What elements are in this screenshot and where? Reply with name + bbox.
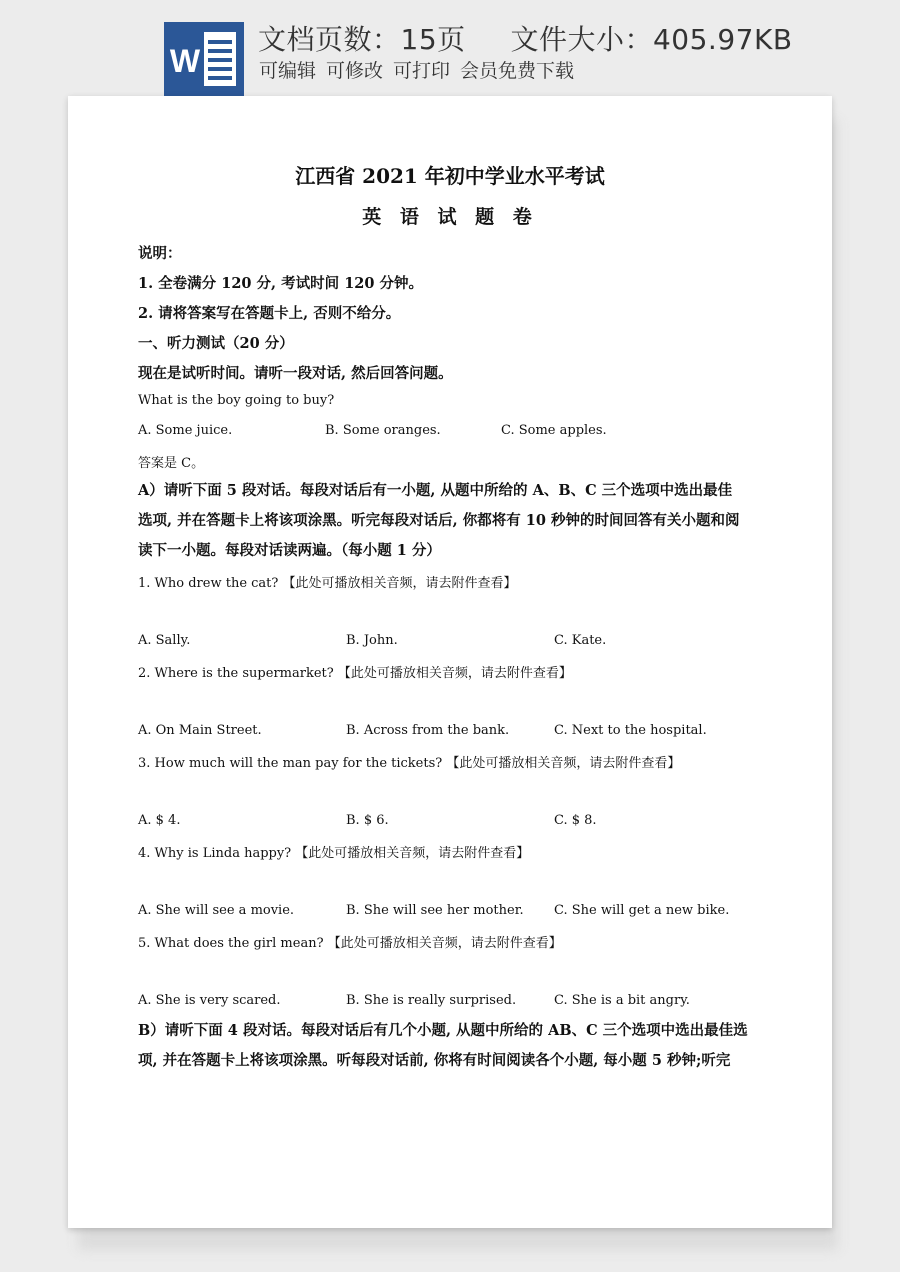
instruction-1: 1. 全卷满分 120 分, 考试时间 120 分钟。 (138, 275, 424, 292)
audio-note: 【此处可播放相关音频，请去附件查看】 (282, 576, 517, 591)
q1-option-b: B. John. (346, 633, 398, 648)
trial-option-b: B. Some oranges. (325, 423, 441, 438)
audio-note: 【此处可播放相关音频，请去附件查看】 (337, 666, 572, 681)
document-page (68, 96, 832, 1228)
part-b-line-2: 项, 并在答题卡上将该项涂黑。听每段对话前, 你将有时间阅读各个小题, 每小题 5 秒钟;听完 (138, 1052, 731, 1069)
question-text: 2. Where is the supermarket? (138, 666, 334, 681)
instruction-2: 2. 请将答案写在答题卡上, 否则不给分。 (138, 305, 401, 322)
exam-title: 江西省 2021 年初中学业水平考试 (295, 164, 605, 188)
trial-answer: 答案是 C。 (138, 456, 205, 471)
audio-note: 【此处可播放相关音频，请去附件查看】 (295, 846, 530, 861)
q3-option-b: B. $ 6. (346, 813, 389, 828)
exam-subtitle: 英 语 试 题 卷 (362, 206, 538, 228)
svg-text:W: W (169, 43, 201, 79)
feature-list (259, 56, 584, 83)
q4-option-c: C. She will get a new bike. (554, 903, 730, 918)
q5-option-c: C. She is a bit angry. (554, 993, 690, 1008)
trial-option-c: C. Some apples. (501, 423, 607, 438)
q2-option-a: A. On Main Street. (138, 723, 262, 738)
question-text: 3. How much will the man pay for the tickets? (138, 756, 443, 771)
feature-modifiable: 可修改 (326, 60, 384, 82)
q1-option-c: C. Kate. (554, 633, 607, 648)
question-text: 1. Who drew the cat? (138, 576, 279, 591)
trial-option-a: A. Some juice. (138, 423, 233, 438)
question-4 (138, 842, 529, 861)
q1-option-a: A. Sally. (138, 633, 191, 648)
q5-option-b: B. She is really surprised. (346, 993, 517, 1008)
feature-member-download: 会员免费下载 (460, 60, 575, 82)
feature-printable: 可打印 (393, 60, 451, 82)
file-size-value: 405.97KB (652, 23, 793, 56)
trial-intro: 现在是试听时间。请听一段对话, 然后回答问题。 (138, 365, 453, 382)
part-a-line-3: 读下一小题。每段对话读两遍。（每小题 1 分） (138, 542, 441, 559)
part-a-instructions (138, 476, 768, 566)
section-heading-listening: 一、听力测试（20 分） (138, 335, 294, 352)
question-3 (138, 752, 680, 771)
part-b-line-1: B）请听下面 4 段对话。每段对话后有几个小题, 从题中所给的 AB、C 三个选项中选出最佳选 (138, 1022, 748, 1039)
question-2 (138, 662, 572, 681)
q3-option-a: A. $ 4. (138, 813, 181, 828)
page-count-value: 15页 (400, 23, 466, 56)
part-a-line-1: A）请听下面 5 段对话。每段对话后有一小题, 从题中所给的 A、B、C 三个选项中选出最佳 (138, 482, 733, 499)
word-document-icon (164, 22, 244, 96)
q5-option-a: A. She is very scared. (138, 993, 281, 1008)
q4-option-a: A. She will see a movie. (138, 903, 295, 918)
q4-option-b: B. She will see her mother. (346, 903, 524, 918)
page-count-label: 文档页数： (258, 23, 401, 56)
trial-question: What is the boy going to buy? (138, 393, 335, 408)
instructions-label: 说明： (138, 245, 182, 262)
document-info-banner (0, 0, 900, 100)
audio-note: 【此处可播放相关音频，请去附件查看】 (327, 936, 562, 951)
file-size-label: 文件大小： (510, 23, 653, 56)
question-text: 5. What does the girl mean? (138, 936, 324, 951)
q2-option-c: C. Next to the hospital. (554, 723, 707, 738)
q3-option-c: C. $ 8. (554, 813, 597, 828)
question-1 (138, 572, 517, 591)
part-a-line-2: 选项, 并在答题卡上将该项涂黑。听完每段对话后, 你都将有 10 秒钟的时间回答有关小题和阅 (138, 512, 740, 529)
audio-note: 【此处可播放相关音频，请去附件查看】 (446, 756, 681, 771)
question-text: 4. Why is Linda happy? (138, 846, 292, 861)
file-stats (258, 18, 793, 58)
question-5 (138, 932, 562, 951)
feature-editable: 可编辑 (259, 60, 317, 82)
q2-option-b: B. Across from the bank. (346, 723, 510, 738)
part-b-instructions (138, 1016, 768, 1076)
